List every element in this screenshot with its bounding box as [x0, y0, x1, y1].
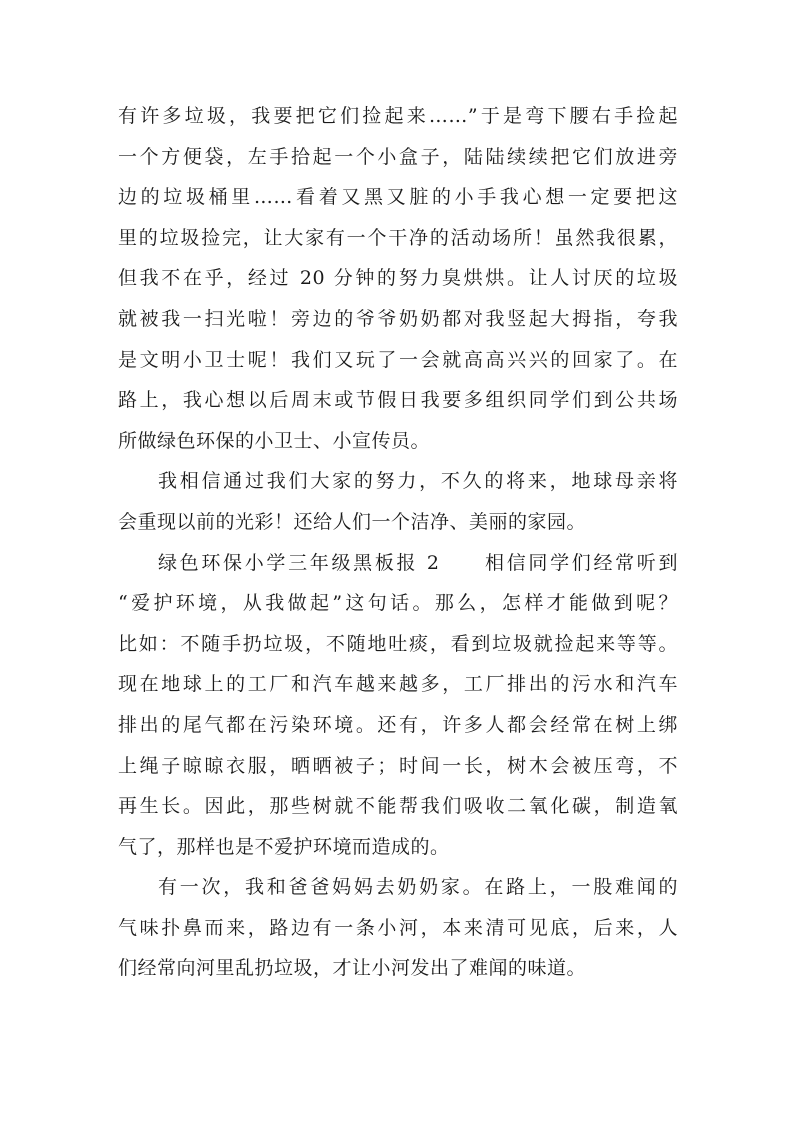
text-line: 但我不在乎，经过 20 分钟的努力臭烘烘。让人讨厌的垃圾: [118, 267, 678, 290]
text-line: 里的垃圾捡完，让大家有一个干净的活动场所！虽然我很累，: [118, 226, 678, 249]
text-line: 所做绿色环保的小卫士、小宣传员。: [118, 429, 431, 452]
text-line: 们经常向河里乱扔垃圾，才让小河发出了难闻的味道。: [118, 957, 587, 980]
text-line: “爱护环境，从我做起”这句话。那么，怎样才能做到呢？: [118, 592, 678, 615]
text-line: 边的垃圾桶里……看着又黑又脏的小手我心想一定要把这: [118, 186, 678, 209]
text-line: 我相信通过我们大家的努力，不久的将来，地球母亲将: [158, 470, 678, 493]
paragraph-3: [118, 543, 678, 868]
text-line: 就被我一扫光啦！旁边的爷爷奶奶都对我竖起大拇指，夸我: [118, 307, 678, 330]
paragraph-4: [118, 867, 678, 989]
text-line: 气味扑鼻而来，路边有一条小河，本来清可见底，后来，人: [118, 916, 678, 939]
text-line: 有一次，我和爸爸妈妈去奶奶家。在路上，一股难闻的: [158, 876, 678, 899]
text-line: 一个方便袋，左手拾起一个小盒子，陆陆续续把它们放进旁: [118, 145, 678, 168]
paragraph-1: [118, 96, 678, 461]
text-line: 比如：不随手扔垃圾，不随地吐痰，看到垃圾就捡起来等等。: [118, 632, 678, 655]
article-body: [118, 96, 678, 989]
text-line: 再生长。因此，那些树就不能帮我们吸收二氧化碳，制造氧: [118, 795, 678, 818]
text-line: 是文明小卫士呢！我们又玩了一会就高高兴兴的回家了。在: [118, 348, 678, 371]
text-line: 上绳子晾晾衣服，晒晒被子；时间一长，树木会被压弯，不: [118, 754, 678, 777]
text-line: 现在地球上的工厂和汽车越来越多，工厂排出的污水和汽车: [118, 673, 678, 696]
text-line: 气了，那样也是不爱护环境而造成的。: [118, 835, 450, 858]
text-line: 排出的尾气都在污染环境。还有，许多人都会经常在树上绑: [118, 713, 678, 736]
text-line: 路上，我心想以后周末或节假日我要多组织同学们到公共场: [118, 389, 678, 412]
paragraph-2: [118, 461, 678, 542]
text-line: 绿色环保小学三年级黑板报 2 相信同学们经常听到: [158, 551, 678, 574]
text-line: 有许多垃圾，我要把它们捡起来……”于是弯下腰右手捡起: [118, 105, 678, 127]
text-line: 会重现以前的光彩！还给人们一个洁净、美丽的家园。: [118, 510, 587, 533]
